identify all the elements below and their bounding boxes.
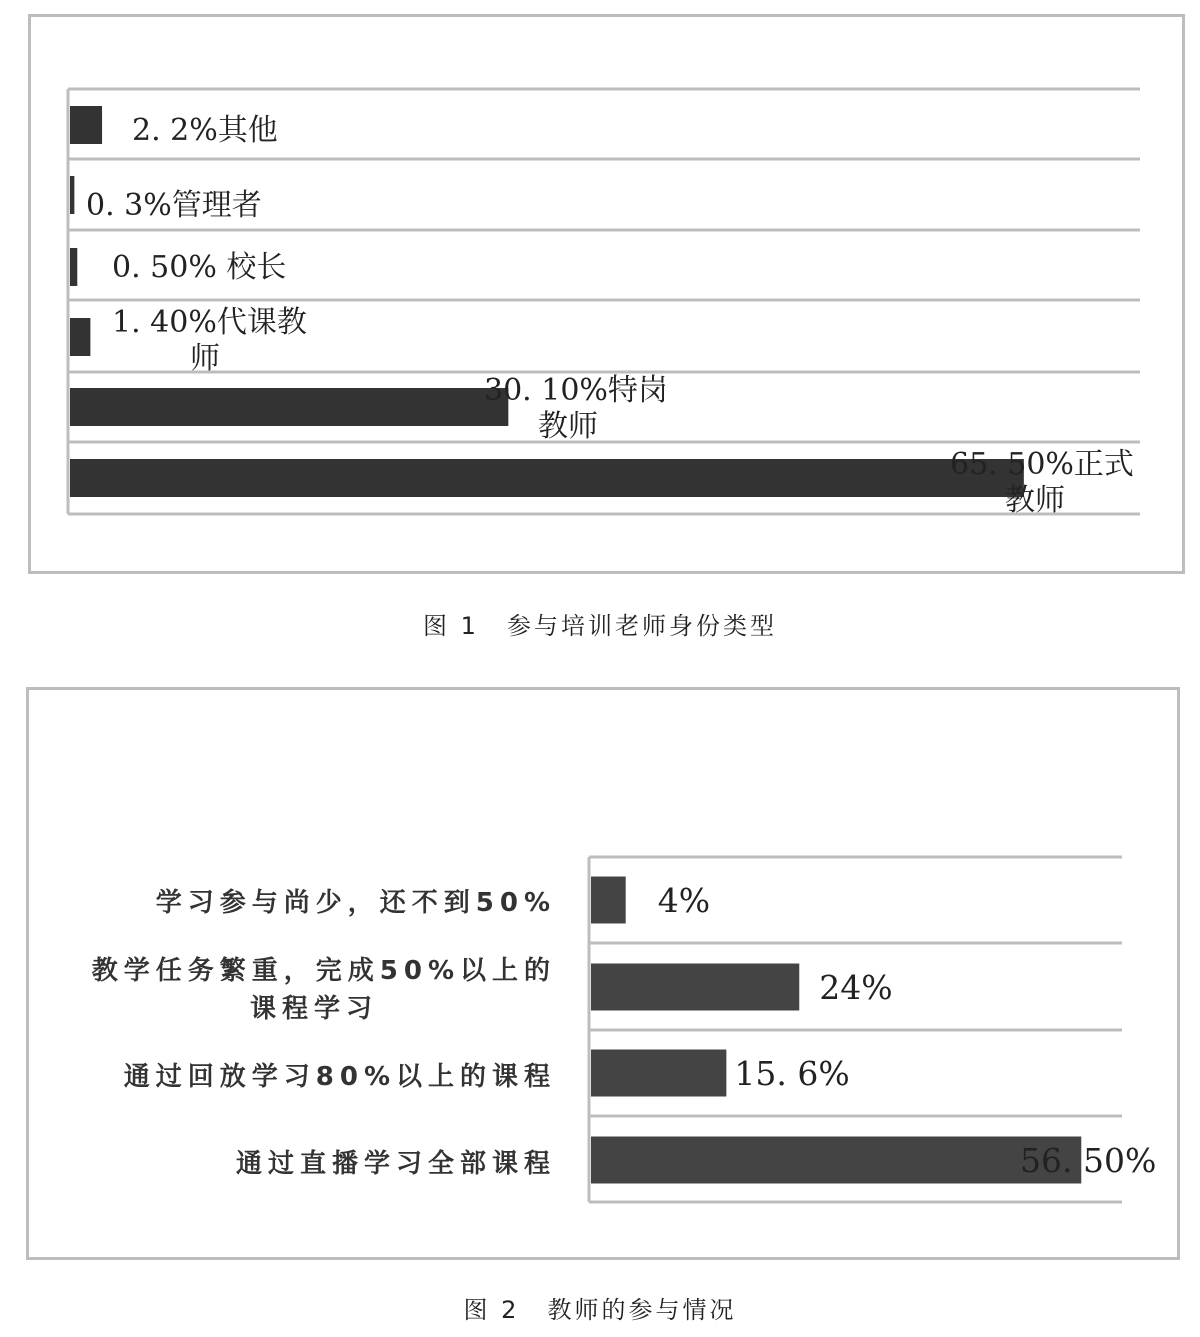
bar-3 xyxy=(591,1050,726,1097)
data-label: 65. 50%正式教师 xyxy=(950,447,1134,518)
category-label: 学习参与尚少，还不到50% xyxy=(155,888,556,918)
bar-4 xyxy=(591,1137,1081,1184)
data-label: 2. 2%其他 xyxy=(132,113,278,148)
figure-2-caption xyxy=(0,1290,1200,1325)
data-label: 4% xyxy=(657,881,711,920)
figure-2-number: 图 2 xyxy=(463,1296,520,1324)
data-label: 56. 50% xyxy=(1020,1141,1157,1180)
data-label: 24% xyxy=(819,968,893,1007)
figure-1-number: 图 1 xyxy=(423,612,479,640)
category-label: 通过直播学习全部课程 xyxy=(235,1149,556,1179)
data-label: 30. 10%特岗教师 xyxy=(484,373,668,444)
category-label: 通过回放学习80%以上的课程 xyxy=(123,1062,556,1092)
bar-2 xyxy=(591,964,799,1011)
figure-1-title: 参与培训老师身份类型 xyxy=(506,612,777,640)
figure-2-title: 教师的参与情况 xyxy=(547,1296,737,1324)
data-label: 0. 3%管理者 xyxy=(86,188,262,223)
bar-1 xyxy=(591,877,626,924)
data-label: 0. 50% 校长 xyxy=(112,250,287,285)
data-label: 15. 6% xyxy=(734,1054,850,1093)
category-label: 教学任务繁重，完成50%以上的课程学习 xyxy=(91,956,556,1024)
data-label: 1. 40%代课教师 xyxy=(112,305,307,376)
